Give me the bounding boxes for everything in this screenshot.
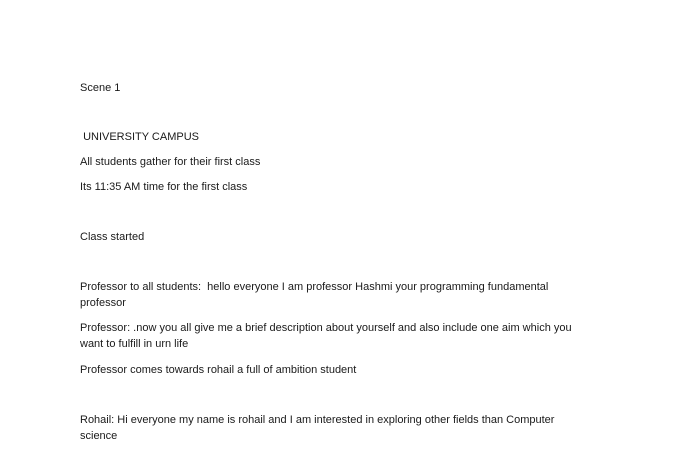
- paragraph-class-started: Class started: [80, 231, 145, 243]
- paragraph-rohail: Rohail: Hi everyone my name is rohail and I am interested in exploring other fields than Computer science: [80, 414, 558, 442]
- scene-heading: Scene 1: [80, 82, 121, 94]
- paragraph-gather: All students gather for their first class: [80, 156, 261, 168]
- paragraph-professor-request: Professor: .now you all give me a brief description about yourself and also include one aim which you want to fulfill in urn life: [80, 322, 575, 350]
- paragraph-professor-intro: Professor to all students: hello everyone I am professor Hashmi your programming fundamental professor: [80, 281, 552, 309]
- location-heading: UNIVERSITY CAMPUS: [80, 131, 199, 143]
- paragraph-time: Its 11:35 AM time for the first class: [80, 181, 248, 193]
- paragraph-professor-moves: Professor comes towards rohail a full of ambition student: [80, 364, 357, 376]
